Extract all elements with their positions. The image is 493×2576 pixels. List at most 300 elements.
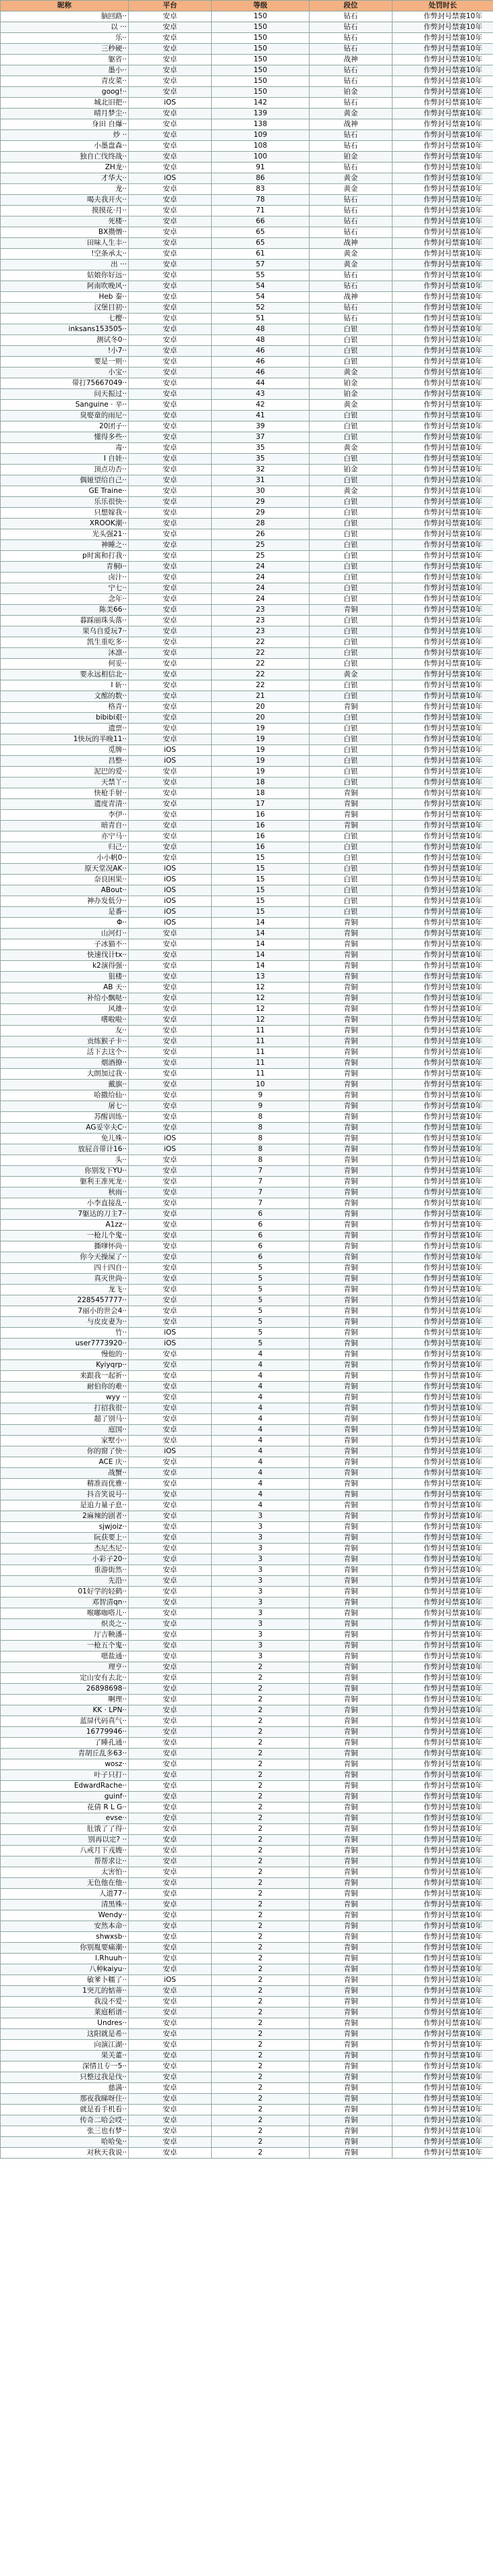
cell-nickname: 这阳就是希·· [1,2029,129,2040]
cell-level: 3 [212,1619,310,1630]
cell-rank: 青铜 [310,1716,393,1727]
cell-rank: 黄金 [310,184,393,195]
cell-nickname: 清黑殊·· [1,1900,129,1910]
table-row [1,680,493,691]
table-row [1,1511,493,1522]
cell-level: 24 [212,573,310,583]
cell-rank: 青铜 [310,1026,393,1036]
cell-punishment: 作弊封号禁赛10年 [393,1123,493,1134]
cell-platform: 安卓 [129,1803,212,1813]
cell-platform: 安卓 [129,465,212,475]
cell-rank: 青铜 [310,1328,393,1339]
cell-nickname: Wendy·· [1,1910,129,1921]
table-row [1,1975,493,1986]
cell-nickname: 要是一则·· [1,357,129,368]
cell-rank: 白银 [310,583,393,594]
cell-level: 35 [212,454,310,465]
table-row [1,2105,493,2115]
table-row [1,1220,493,1231]
cell-platform: iOS [129,907,212,918]
cell-platform: 安卓 [129,324,212,335]
cell-rank: 青铜 [310,1101,393,1112]
cell-rank: 白银 [310,497,393,508]
table-row [1,1619,493,1630]
cell-level: 2 [212,2115,310,2126]
cell-level: 12 [212,1015,310,1026]
table-row [1,1004,493,1015]
cell-level: 4 [212,1457,310,1468]
cell-level: 3 [212,1651,310,1662]
cell-platform: iOS [129,756,212,767]
cell-platform: 安卓 [129,961,212,972]
cell-punishment: 作弊封号禁赛10年 [393,519,493,529]
cell-nickname: 带打75667049·· [1,378,129,389]
cell-nickname: 你别胤要痛潮·· [1,1943,129,1954]
table-row [1,1241,493,1252]
table-row [1,303,493,314]
table-row [1,1997,493,2008]
table-row [1,1252,493,1263]
cell-level: 48 [212,324,310,335]
cell-punishment: 作弊封号禁赛10年 [393,670,493,680]
cell-rank: 青铜 [310,1436,393,1446]
cell-punishment: 作弊封号禁赛10年 [393,788,493,799]
cell-nickname: 沐凛·· [1,648,129,659]
cell-rank: 青铜 [310,799,393,810]
table-row [1,22,493,33]
cell-rank: 青铜 [310,1134,393,1144]
cell-nickname: AB 天·· [1,983,129,993]
cell-rank: 青铜 [310,1932,393,1943]
cell-rank: 战神 [310,119,393,130]
cell-level: 32 [212,465,310,475]
cell-punishment: 作弊封号禁赛10年 [393,983,493,993]
cell-nickname: 无色他在他·· [1,1878,129,1889]
cell-platform: 安卓 [129,357,212,368]
cell-punishment: 作弊封号禁赛10年 [393,1641,493,1651]
cell-level: 7 [212,1188,310,1198]
cell-rank: 青铜 [310,1220,393,1231]
cell-level: 22 [212,680,310,691]
cell-punishment: 作弊封号禁赛10年 [393,260,493,270]
cell-level: 2 [212,1662,310,1673]
cell-nickname: 阮获要上·· [1,1533,129,1544]
cell-nickname: A1zz·· [1,1220,129,1231]
cell-level: 5 [212,1317,310,1328]
cell-platform: 安卓 [129,411,212,421]
cell-punishment: 作弊封号禁赛10年 [393,1166,493,1177]
cell-nickname: 只想嫁我·· [1,508,129,519]
cell-nickname: 觅牌·· [1,745,129,756]
table-row [1,993,493,1004]
cell-level: 8 [212,1155,310,1166]
cell-punishment: 作弊封号禁赛10年 [393,756,493,767]
cell-platform: 安卓 [129,270,212,281]
cell-punishment: 作弊封号禁赛10年 [393,270,493,281]
header-platform: 平台 [129,1,212,11]
cell-punishment: 作弊封号禁赛10年 [393,1058,493,1069]
cell-rank: 青铜 [310,1004,393,1015]
header-punishment: 处罚时长 [393,1,493,11]
cell-platform: iOS [129,1339,212,1349]
cell-level: 5 [212,1285,310,1295]
cell-punishment: 作弊封号禁赛10年 [393,1241,493,1252]
cell-rank: 青铜 [310,1781,393,1792]
cell-level: 142 [212,98,310,109]
cell-level: 19 [212,767,310,778]
cell-rank: 白银 [310,637,393,648]
cell-rank: 白银 [310,573,393,583]
table-row [1,961,493,972]
cell-punishment: 作弊封号禁赛10年 [393,821,493,831]
cell-nickname: 念年·· [1,594,129,605]
cell-rank: 青铜 [310,810,393,821]
table-row [1,1705,493,1716]
table-row [1,1403,493,1414]
table-row [1,1015,493,1026]
cell-level: 15 [212,853,310,864]
cell-punishment: 作弊封号禁赛10年 [393,1954,493,1964]
cell-nickname: 毒·· [1,443,129,454]
table-row [1,2061,493,2072]
cell-level: 3 [212,1576,310,1587]
cell-level: 150 [212,11,310,22]
cell-platform: 安卓 [129,1770,212,1781]
cell-punishment: 作弊封号禁赛10年 [393,616,493,626]
cell-rank: 白银 [310,421,393,432]
table-row [1,1554,493,1565]
cell-platform: 安卓 [129,1824,212,1835]
cell-platform: iOS [129,864,212,875]
cell-platform: 安卓 [129,1846,212,1856]
cell-platform: 安卓 [129,1209,212,1220]
cell-rank: 白银 [310,357,393,368]
cell-punishment: 作弊封号禁赛10年 [393,2029,493,2040]
cell-platform: 安卓 [129,1047,212,1058]
cell-level: 2 [212,1986,310,1997]
cell-nickname: 青胡丘乱多63·· [1,1749,129,1759]
cell-punishment: 作弊封号禁赛10年 [393,87,493,98]
cell-nickname: 果关董·· [1,2051,129,2061]
table-row [1,756,493,767]
cell-level: 2 [212,1749,310,1759]
cell-platform: 安卓 [129,1641,212,1651]
cell-punishment: 作弊封号禁赛10年 [393,1522,493,1533]
cell-level: 46 [212,346,310,357]
cell-platform: iOS [129,1328,212,1339]
table-row [1,1835,493,1846]
cell-level: 2 [212,1738,310,1749]
cell-punishment: 作弊封号禁赛10年 [393,152,493,163]
cell-nickname: 问天振过·· [1,389,129,400]
cell-level: 7 [212,1198,310,1209]
table-row [1,950,493,961]
cell-platform: 安卓 [129,335,212,346]
table-row [1,896,493,907]
cell-level: 8 [212,1123,310,1134]
cell-punishment: 作弊封号禁赛10年 [393,1997,493,2008]
cell-punishment: 作弊封号禁赛10年 [393,1177,493,1188]
cell-nickname: 肚饿了了得·· [1,1824,129,1835]
cell-level: 37 [212,432,310,443]
cell-level: 2 [212,1846,310,1856]
cell-level: 2 [212,1716,310,1727]
cell-nickname: 暮踩丽珠头落·· [1,616,129,626]
cell-punishment: 作弊封号禁赛10年 [393,1047,493,1058]
cell-rank: 白银 [310,551,393,562]
cell-platform: 安卓 [129,670,212,680]
cell-level: 4 [212,1349,310,1360]
cell-nickname: 与皮皮妻为·· [1,1317,129,1328]
cell-level: 22 [212,659,310,670]
cell-rank: 青铜 [310,1889,393,1900]
cell-nickname: 姑娘你好远·· [1,270,129,281]
cell-rank: 青铜 [310,1641,393,1651]
cell-rank: 黄金 [310,670,393,680]
cell-platform: 安卓 [129,216,212,227]
cell-nickname: 16779946·· [1,1727,129,1738]
cell-nickname: guinf·· [1,1792,129,1803]
cell-level: 29 [212,508,310,519]
cell-nickname: 死楼·· [1,216,129,227]
cell-nickname: I 斩·· [1,680,129,691]
cell-rank: 白银 [310,626,393,637]
table-row [1,508,493,519]
cell-platform: 安卓 [129,659,212,670]
cell-platform: 安卓 [129,594,212,605]
table-row [1,670,493,680]
cell-level: 30 [212,486,310,497]
table-row [1,875,493,885]
cell-level: 11 [212,1047,310,1058]
table-row [1,454,493,465]
cell-punishment: 作弊封号禁赛10年 [393,1662,493,1673]
cell-nickname: 暗青自·· [1,821,129,831]
cell-punishment: 作弊封号禁赛10年 [393,1943,493,1954]
cell-platform: 安卓 [129,1155,212,1166]
table-row [1,421,493,432]
cell-rank: 青铜 [310,1856,393,1867]
cell-punishment: 作弊封号禁赛10年 [393,2126,493,2137]
cell-level: 11 [212,1058,310,1069]
cell-level: 52 [212,303,310,314]
cell-punishment: 作弊封号禁赛10年 [393,1080,493,1090]
table-row [1,540,493,551]
table-row [1,1900,493,1910]
cell-platform: 安卓 [129,1360,212,1371]
cell-rank: 青铜 [310,2083,393,2094]
cell-punishment: 作弊封号禁赛10年 [393,1393,493,1403]
cell-nickname: 四十四自·· [1,1263,129,1274]
cell-rank: 青铜 [310,1792,393,1803]
cell-level: 54 [212,281,310,292]
table-row [1,983,493,993]
table-row [1,173,493,184]
cell-rank: 青铜 [310,1803,393,1813]
cell-level: 9 [212,1101,310,1112]
header-level: 等级 [212,1,310,11]
cell-punishment: 作弊封号禁赛10年 [393,2137,493,2148]
cell-rank: 青铜 [310,1824,393,1835]
cell-platform: 安卓 [129,497,212,508]
cell-nickname: 以 ··· [1,22,129,33]
cell-nickname: 嗯盐通·· [1,1651,129,1662]
table-row [1,2029,493,2040]
cell-punishment: 作弊封号禁赛10年 [393,1274,493,1285]
table-row [1,2072,493,2083]
cell-punishment: 作弊封号禁赛10年 [393,303,493,314]
table-row [1,1500,493,1511]
cell-punishment: 作弊封号禁赛10年 [393,1759,493,1770]
cell-nickname: 归己·· [1,842,129,853]
cell-platform: 安卓 [129,1900,212,1910]
cell-platform: 安卓 [129,1468,212,1479]
cell-rank: 青铜 [310,1414,393,1425]
table-row [1,1792,493,1803]
cell-rank: 钻石 [310,44,393,55]
cell-nickname: 山河灯·· [1,929,129,939]
cell-nickname: I 自娃·· [1,454,129,465]
cell-rank: 青铜 [310,1954,393,1964]
cell-rank: 白银 [310,831,393,842]
cell-rank: 钻石 [310,65,393,76]
cell-platform: 安卓 [129,1781,212,1792]
cell-rank: 青铜 [310,1457,393,1468]
table-row [1,44,493,55]
cell-punishment: 作弊封号禁赛10年 [393,1576,493,1587]
cell-platform: 安卓 [129,1727,212,1738]
cell-punishment: 作弊封号禁赛10年 [393,1511,493,1522]
cell-level: 24 [212,562,310,573]
table-row [1,1468,493,1479]
cell-platform: 安卓 [129,821,212,831]
cell-platform: 安卓 [129,314,212,324]
cell-rank: 青铜 [310,1749,393,1759]
cell-nickname: 摸摸花·月·· [1,206,129,216]
cell-level: 14 [212,950,310,961]
cell-platform: 安卓 [129,1080,212,1090]
cell-rank: 青铜 [310,1360,393,1371]
cell-level: 12 [212,983,310,993]
cell-nickname: 只整过我是伐·· [1,2072,129,2083]
cell-rank: 钻石 [310,11,393,22]
table-row [1,411,493,421]
cell-platform: 安卓 [129,22,212,33]
cell-punishment: 作弊封号禁赛10年 [393,1673,493,1684]
cell-platform: 安卓 [129,152,212,163]
cell-platform: 安卓 [129,1630,212,1641]
cell-nickname: 身田 自爆·· [1,119,129,130]
table-row [1,1695,493,1705]
cell-platform: 安卓 [129,1436,212,1446]
table-row [1,1382,493,1393]
cell-level: 3 [212,1533,310,1544]
cell-punishment: 作弊封号禁赛10年 [393,1144,493,1155]
cell-nickname: 庭国·· [1,1425,129,1436]
cell-punishment: 作弊封号禁赛10年 [393,1285,493,1295]
cell-rank: 青铜 [310,1986,393,1997]
cell-nickname: Sanguine · 辛·· [1,400,129,411]
cell-punishment: 作弊封号禁赛10年 [393,864,493,875]
table-row [1,1231,493,1241]
cell-platform: 安卓 [129,540,212,551]
cell-punishment: 作弊封号禁赛10年 [393,605,493,616]
cell-level: 46 [212,368,310,378]
table-row [1,270,493,281]
cell-platform: 安卓 [129,1889,212,1900]
cell-rank: 青铜 [310,1166,393,1177]
cell-nickname: 你的窗了快·· [1,1446,129,1457]
cell-platform: 安卓 [129,1792,212,1803]
table-row [1,788,493,799]
cell-level: 2 [212,1867,310,1878]
cell-platform: 安卓 [129,1544,212,1554]
cell-nickname: 出 ··· [1,260,129,270]
cell-punishment: 作弊封号禁赛10年 [393,1824,493,1835]
cell-level: 150 [212,76,310,87]
cell-platform: 安卓 [129,1306,212,1317]
cell-nickname: 测试冬0·· [1,335,129,346]
cell-platform: 安卓 [129,778,212,788]
cell-rank: 青铜 [310,1651,393,1662]
cell-nickname: 是番·· [1,907,129,918]
cell-punishment: 作弊封号禁赛10年 [393,767,493,778]
cell-rank: 青铜 [310,1058,393,1069]
cell-rank: 青铜 [310,1490,393,1500]
cell-rank: 青铜 [310,1069,393,1080]
cell-level: 3 [212,1565,310,1576]
cell-platform: 安卓 [129,1813,212,1824]
table-row [1,1101,493,1112]
cell-nickname: 你别发下YU·· [1,1166,129,1177]
cell-platform: 安卓 [129,691,212,702]
cell-nickname: 狙楼·· [1,972,129,983]
cell-platform: 安卓 [129,2137,212,2148]
cell-nickname: 哈哈兔·· [1,2137,129,2148]
cell-level: 6 [212,1252,310,1263]
table-row [1,885,493,896]
cell-level: 3 [212,1587,310,1598]
cell-punishment: 作弊封号禁赛10年 [393,1878,493,1889]
cell-punishment: 作弊封号禁赛10年 [393,626,493,637]
cell-platform: 安卓 [129,249,212,260]
cell-level: 3 [212,1554,310,1565]
cell-punishment: 作弊封号禁赛10年 [393,33,493,44]
cell-nickname: 快速伐计tx·· [1,950,129,961]
cell-platform: 安卓 [129,713,212,724]
cell-punishment: 作弊封号禁赛10年 [393,1317,493,1328]
cell-punishment: 作弊封号禁赛10年 [393,648,493,659]
table-row [1,734,493,745]
table-row [1,260,493,270]
cell-platform: 安卓 [129,1716,212,1727]
table-row [1,368,493,378]
cell-level: 6 [212,1241,310,1252]
table-row [1,1662,493,1673]
cell-nickname: 20团子·· [1,421,129,432]
cell-punishment: 作弊封号禁赛10年 [393,421,493,432]
cell-nickname: 臭娶童的雨尼·· [1,411,129,421]
cell-rank: 钻石 [310,76,393,87]
table-row [1,918,493,929]
cell-level: 42 [212,400,310,411]
header-row [1,1,493,11]
cell-platform: iOS [129,1134,212,1144]
table-row [1,292,493,303]
cell-rank: 青铜 [310,1015,393,1026]
cell-punishment: 作弊封号禁赛10年 [393,1490,493,1500]
cell-rank: 青铜 [310,950,393,961]
